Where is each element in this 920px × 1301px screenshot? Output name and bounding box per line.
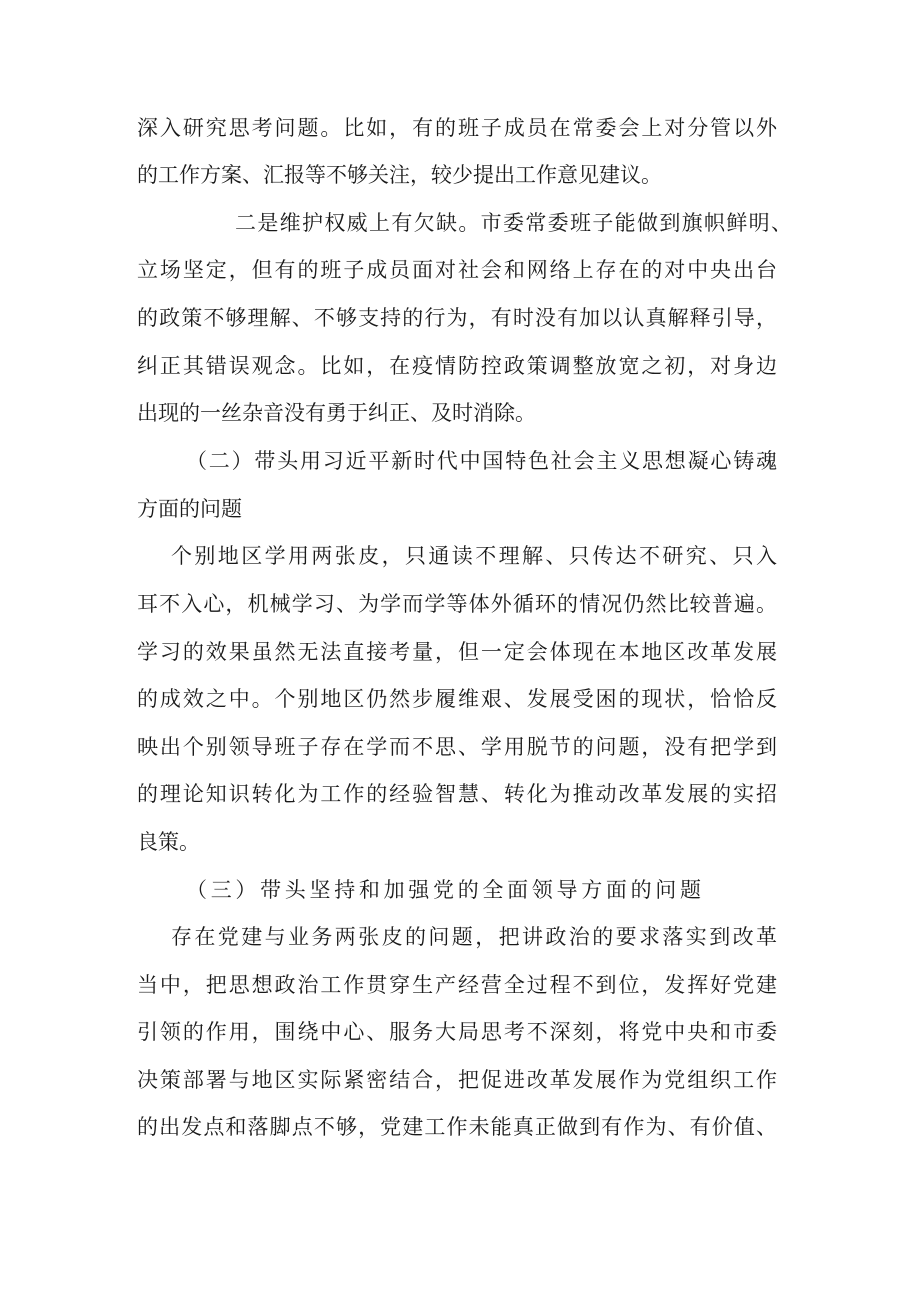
- text-line: 纠正其错误观念。比如，在疫情防控政策调整放宽之初，对身边: [137, 354, 777, 378]
- text-line: 个别地区学用两张皮，只通读不理解、只传达不研究、只入: [171, 544, 777, 568]
- text-line: 的理论知识转化为工作的经验智慧、转化为推动改革发展的实招: [137, 782, 777, 806]
- text-line: 立场坚定，但有的班子成员面对社会和网络上存在的对中央出台: [137, 258, 777, 282]
- text-line: 出现的一丝杂音没有勇于纠正、及时消除。: [137, 401, 536, 425]
- text-line: 的出发点和落脚点不够，党建工作未能真正做到有作为、有价值、: [137, 1115, 777, 1139]
- text-line: 良策。: [137, 830, 200, 854]
- text-line: 深入研究思考问题。比如，有的班子成员在常委会上对分管以外: [137, 116, 777, 140]
- text-line: 学习的效果虽然无法直接考量，但一定会体现在本地区改革发展: [137, 640, 777, 664]
- section-heading-continuation: 方面的问题: [137, 497, 242, 521]
- section-heading: （二）带头用习近平新时代中国特色社会主义思想凝心铸魂: [186, 449, 777, 473]
- text-line: 耳不入心，机械学习、为学而学等体外循环的情况仍然比较普遍。: [137, 592, 777, 616]
- text-line: 映出个别领导班子存在学而不思、学用脱节的问题，没有把学到: [137, 735, 777, 759]
- text-line: 当中，把思想政治工作贯穿生产经营全过程不到位，发挥好党建: [137, 973, 777, 997]
- text-line: 二是维护权威上有欠缺。市委常委班子能做到旗帜鲜明、: [235, 211, 792, 235]
- text-line: 决策部署与地区实际紧密结合，把促进改革发展作为党组织工作: [137, 1068, 777, 1092]
- text-line: 的政策不够理解、不够支持的行为，有时没有加以认真解释引导，: [137, 306, 777, 330]
- text-line: 存在党建与业务两张皮的问题，把讲政治的要求落实到改革: [171, 925, 777, 949]
- text-line: 的工作方案、汇报等不够关注，较少提出工作意见建议。: [137, 163, 662, 187]
- text-line: 的成效之中。个别地区仍然步履维艰、发展受困的现状，恰恰反: [137, 687, 777, 711]
- section-heading: （三）带头坚持和加强党的全面领导方面的问题: [186, 878, 701, 902]
- text-line: 引领的作用，围绕中心、服务大局思考不深刻，将党中央和市委: [137, 1020, 777, 1044]
